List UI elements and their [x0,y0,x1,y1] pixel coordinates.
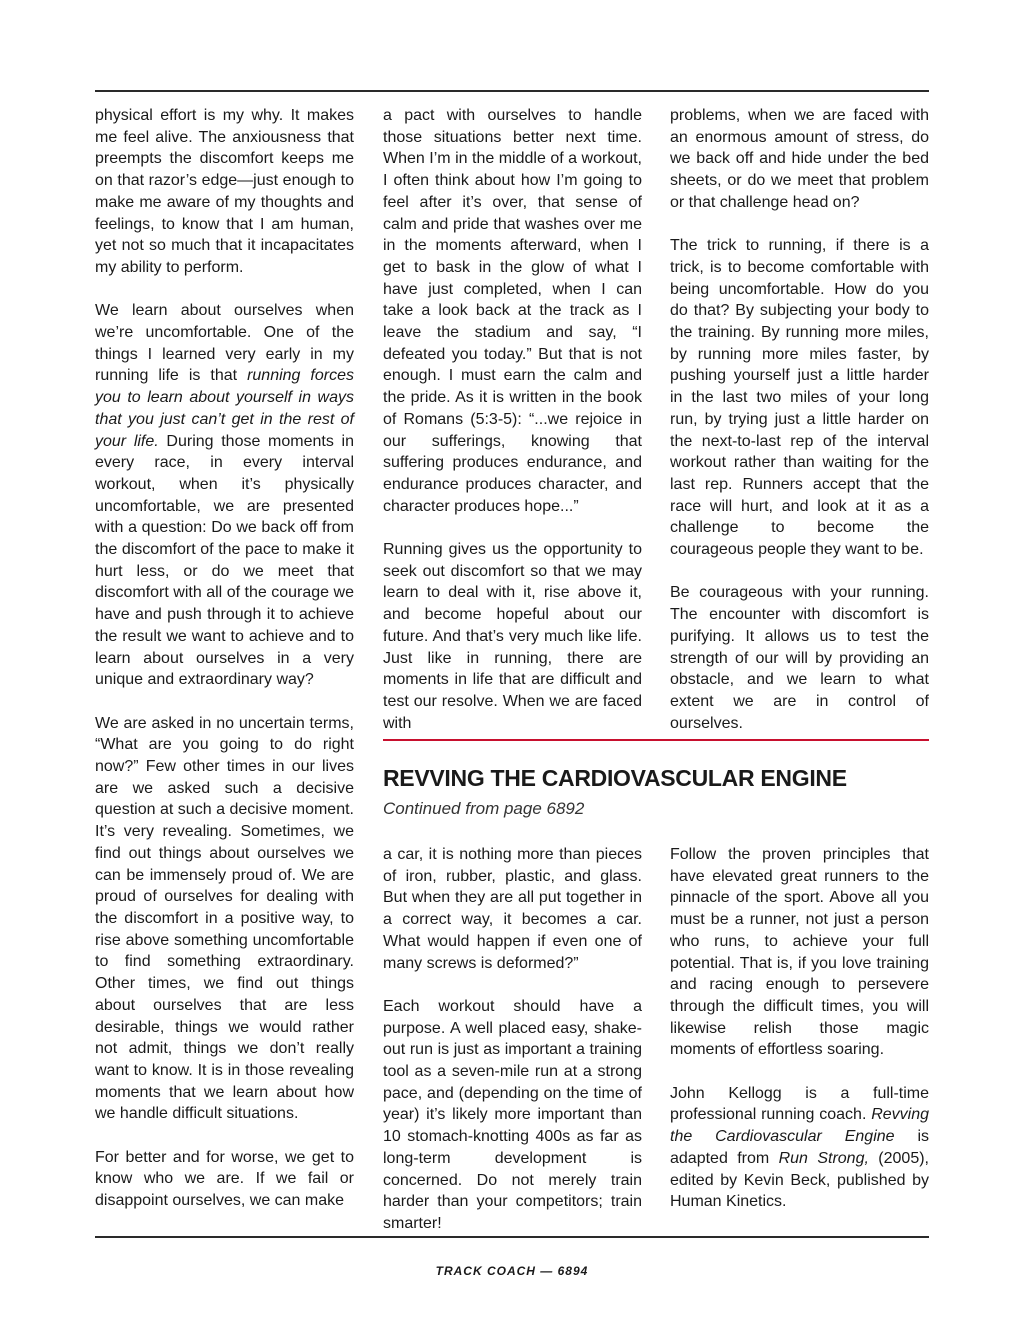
text-run: We learn about ourselves when we’re uncomfortable. One of the things I learned very early in my running life is that [95,302,354,385]
paragraph: We are asked in no uncertain terms, “What are you going to do right now?” Few other times in our lives are we asked such a decisive question at such a decisive moment. It’s very revealing. Sometimes, we find out things about ourselves we can be immensely proud of. We are proud of ourselves for dealing with the discomfort in a positive way, to rise above something uncomfortable to find something extraordinary. Other times, we find out things about ourselves that are less desirable, things we would rather not admit, things we don’t really want to know. It is in those revealing moments that we learn about how we handle difficult situations. [95,714,354,1123]
paragraph: problems, when we are faced with an enormous amount of stress, do we back off and hide under the bed sheets, or do we meet that problem or that challenge head on? [670,107,929,211]
text-run: During those moments in every race, in every interval workout, when it’s physically uncomfortable, we are presented with a question: Do we back off from the discomfort of the pace to make it hurt less, or do we meet that discomfort with all of the courage we have and push through it to achieve the result we want to achieve and to learn about ourselves in a very unique and extraordinary way? [95,432,354,689]
paragraph: Be courageous with your running. The encounter with discomfort is purifying. It allows us to test the strength of our will by providing an obstacle, and we learn to what extent we are in control of ourselves. [670,584,929,732]
italic-text-run: Revving the Cardiovascular Engine [670,1106,929,1146]
text-run: John Kellogg is a full-time professional running coach. [670,1084,929,1124]
author-bio [670,1083,929,1213]
article-headline: REVVING THE CARDIOVASCULAR ENGINE [383,765,847,791]
italic-text-run: Run Strong, [778,1149,869,1167]
paragraph: For better and for worse, we get to know who we are. If we fail or disappoint ourselves, we can make [95,1148,354,1210]
paragraph: The trick to running, if there is a trick, is to become comfortable with being uncomfortable. How do you do that? By subjecting your body to the training. By running more miles, by running more miles faster, by pushing yourself just a little harder in the last two miles of your long run, by trying just a little harder on the next-to-last rep of the interval workout rather than waiting for the last rep. Runners accept that the race will hurt, and look at it as a challenge to become the courageous people they want to be. [670,237,929,559]
bottom-rule [95,1236,929,1238]
section-divider [383,739,929,741]
paragraph: a pact with ourselves to handle those situations better next time. When I’m in the middle of a workout, I often think about how I’m going to feel after it’s over, that sense of calm and pride that washes over me in the moments afterward, when I get to bask in the glow of what I have just completed, when I can take a look back at the track as I leave the stadium and say, “I defeated you today.” But that is not enough. I must earn the calm and the pride. As it is written in the book of Romans (5:3-5): “...we rejoice in our sufferings, knowing that suffering produces endurance, and endurance produces character, and character produces hope...” [383,107,642,515]
text-run: (2005), edited by Kevin Beck, published by Human Kinetics. [670,1149,929,1211]
article-column-a [383,844,642,1235]
text-run: is adapted from [670,1128,930,1167]
italic-text-run: running forces you to learn about yourself in ways that you just can’t get in the rest of your life. [95,367,355,450]
column-3 [670,105,929,734]
paragraph: physical effort is my why. It makes me feel alive. The anxiousness that preempts the discomfort keeps me on that razor’s edge—just enough to make me aware of my thoughts and feelings, to know that I am human, yet not so much that it incapacitates my ability to perform. [95,107,354,276]
paragraph [95,300,354,691]
top-rule [95,90,929,92]
continued-from-line: Continued from page 6892 [383,799,585,818]
column-1 [95,105,354,1212]
paragraph: a car, it is nothing more than pieces of iron, rubber, plastic, and glass. But when they are all put together in a correct way, it becomes a car. What would happen if even one of many screws is deformed?” [383,846,642,972]
column-2 [383,105,642,734]
page-footer: TRACK COACH — 6894 [435,1264,589,1278]
paragraph: Each workout should have a purpose. A well placed easy, shake-out run is just as important a training tool as a seven-mile run at a strong pace, and (depending on the time of year) it’s likely more important than 10 stomach-knotting 400s as far as long-term development is concerned. Do not merely train harder than your competitors; train smarter! [383,997,642,1232]
paragraph: Running gives us the opportunity to seek out discomfort so that we may learn to deal with it, rise above it, and become hopeful about our future. And that’s very much like life. Just like in running, there are moments in life that are difficult and test our resolve. When we are faced with [383,541,642,732]
article-column-b [670,844,929,1213]
paragraph: Follow the proven principles that have elevated great runners to the pinnacle of the sport. Above all you must be a runner, not just a person who runs, to achieve your full potential. That is, if you love training and racing enough to persevere through the difficult times, you will likewise relish those magic moments of effortless soaring. [670,846,929,1059]
